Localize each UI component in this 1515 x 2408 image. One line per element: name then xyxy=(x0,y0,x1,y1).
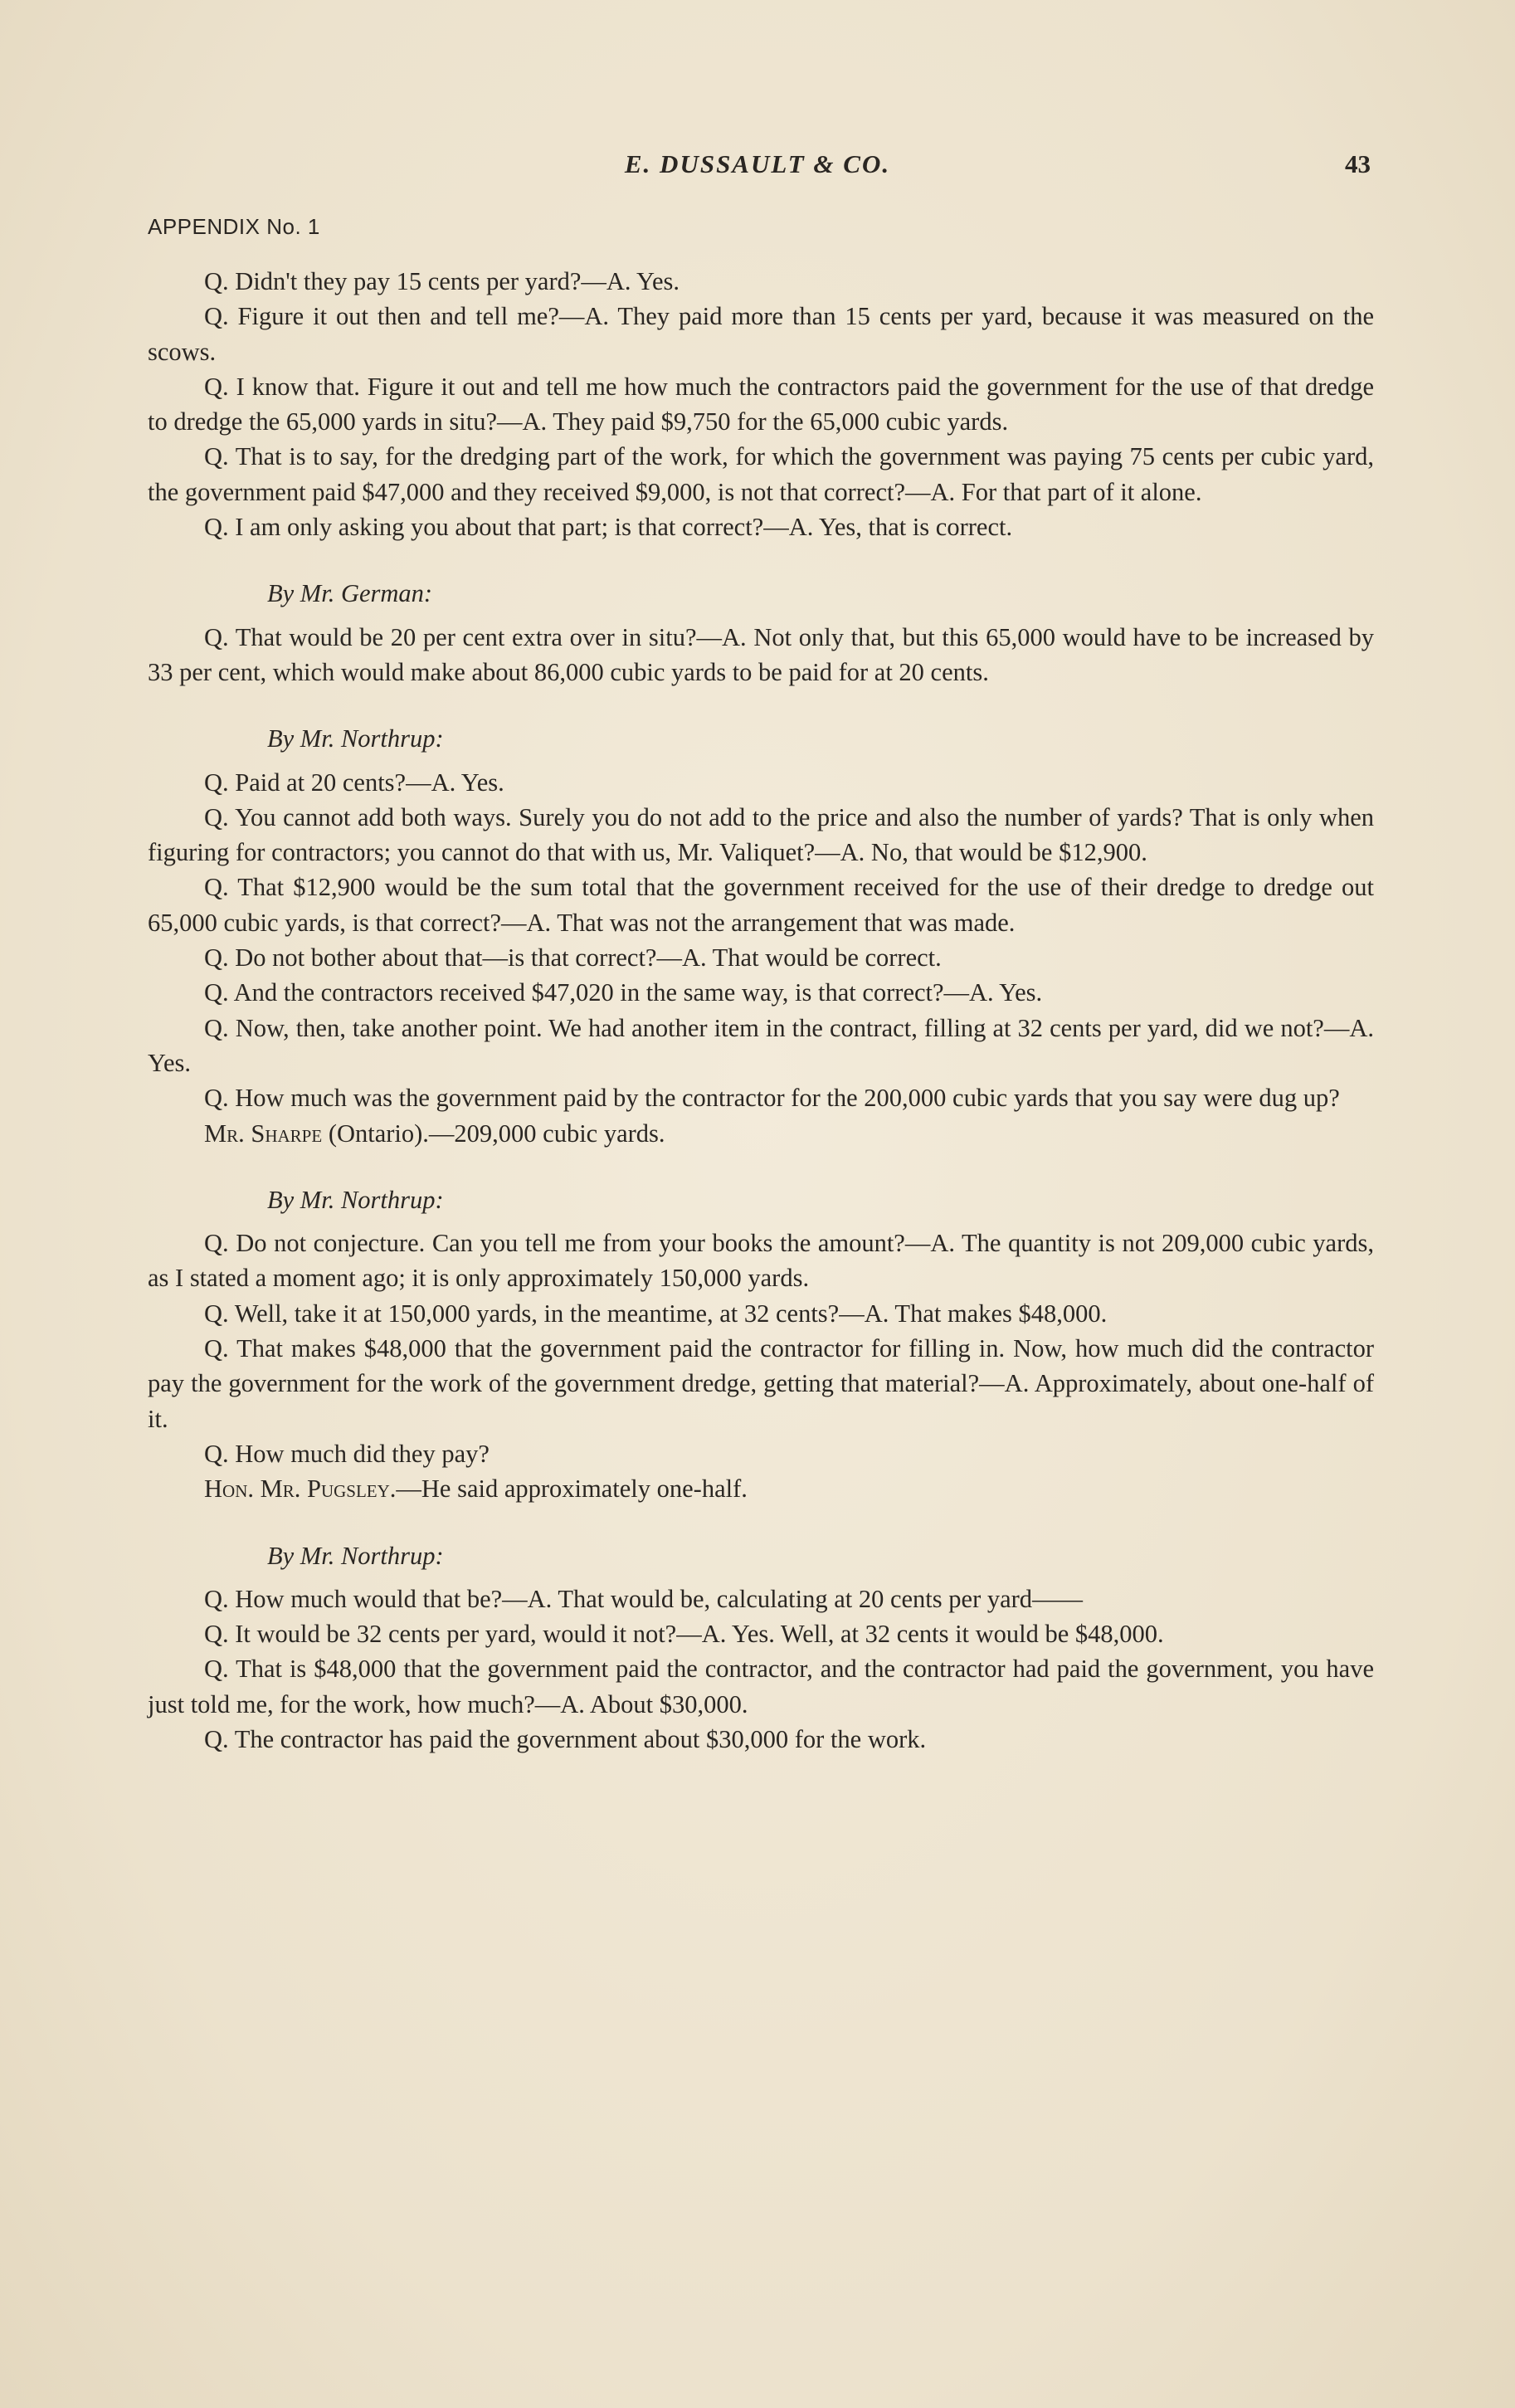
testimony-paragraph: Q. How much was the government paid by the contractor for the 200,000 cubic yards that you say were dug up? xyxy=(204,1084,1340,1113)
testimony-paragraph: Q. That makes $48,000 that the government paid the contractor for filling in. Now, how much did the contractor pay the government for the work of the government dredge, getting that material?—A. Approximately, about one-half of it. xyxy=(148,1334,1374,1433)
testimony-paragraph: Q. You cannot add both ways. Surely you do not add to the price and also the number of yards? That is only when figuring for contractors; you cannot do that with us, Mr. Valiquet?—A. No, that would be $12,900. xyxy=(148,802,1374,867)
testimony-paragraph: Q. Do not conjecture. Can you tell me from your books the amount?—A. The quantity is not 209,000 cubic yards, as I stated a moment ago; it is only approximately 150,000 yards. xyxy=(148,1229,1374,1293)
appendix-label: APPENDIX No. 1 xyxy=(148,214,320,239)
speaker-heading: By Mr. German: xyxy=(267,579,433,608)
interjection xyxy=(148,1471,1374,1506)
testimony-paragraph: Q. The contractor has paid the government about $30,000 for the work. xyxy=(204,1724,927,1753)
document-body xyxy=(148,264,1374,1757)
testimony-paragraph: Q. Paid at 20 cents?—A. Yes. xyxy=(204,768,504,797)
testimony-paragraph: Q. I know that. Figure it out and tell me how much the contractors paid the government for the use of that dredge to dredge the 65,000 yards in situ?—A. They paid $9,750 for the 65,000 cubic yards. xyxy=(148,372,1374,436)
testimony-paragraph: Q. Didn't they pay 15 cents per yard?—A. Yes. xyxy=(204,267,680,295)
interjection-text: .—He said approximately one-half. xyxy=(389,1475,748,1504)
page-number: 43 xyxy=(1345,149,1371,178)
testimony-paragraph: Q. It would be 32 cents per yard, would it not?—A. Yes. Well, at 32 cents it would be $48,000. xyxy=(204,1620,1164,1649)
testimony-paragraph: Q. Well, take it at 150,000 yards, in the meantime, at 32 cents?—A. That makes $48,000. xyxy=(204,1299,1108,1328)
testimony-paragraph: Q. And the contractors received $47,020 in the same way, is that correct?—A. Yes. xyxy=(204,978,1043,1007)
speaker-name: Mr. Sharpe xyxy=(204,1119,323,1148)
interjection-text: (Ontario).—209,000 cubic yards. xyxy=(322,1119,665,1148)
running-head xyxy=(0,149,1515,191)
speaker-name: Hon. Mr. Pugsley xyxy=(204,1475,390,1504)
interjection xyxy=(148,1116,1374,1151)
testimony-paragraph: Q. Do not bother about that—is that correct?—A. That would be correct. xyxy=(204,943,942,972)
speaker-heading: By Mr. Northrup: xyxy=(267,1185,444,1214)
running-title: E. DUSSAULT & CO. xyxy=(624,149,891,178)
testimony-paragraph: Q. I am only asking you about that part; is that correct?—A. Yes, that is correct. xyxy=(204,513,1013,542)
testimony-paragraph: Q. That is to say, for the dredging part of the work, for which the government was paying 75 cents per cubic yard, the government paid $47,000 and they received $9,000, is not that correct?—A. For that part of it alone. xyxy=(148,442,1374,506)
testimony-paragraph: Q. Figure it out then and tell me?—A. They paid more than 15 cents per yard, because it was measured on the scows. xyxy=(148,302,1374,366)
testimony-paragraph: Q. That is $48,000 that the government paid the contractor, and the contractor had paid the government, you have just told me, for the work, how much?—A. About $30,000. xyxy=(148,1655,1374,1718)
testimony-paragraph: Q. How much did they pay? xyxy=(204,1439,490,1468)
testimony-paragraph: Q. That $12,900 would be the sum total that the government received for the use of their dredge to dredge out 65,000 cubic yards, is that correct?—A. That was not the arrangement that was made. xyxy=(148,873,1374,937)
speaker-heading: By Mr. Northrup: xyxy=(267,724,444,753)
speaker-heading: By Mr. Northrup: xyxy=(267,1541,444,1570)
testimony-paragraph: Q. How much would that be?—A. That would be, calculating at 20 cents per yard—— xyxy=(204,1584,1084,1613)
testimony-paragraph: Q. That would be 20 per cent extra over in situ?—A. Not only that, but this 65,000 would have to be increased by 33 per cent, which would make about 86,000 cubic yards to be paid for at 20 cents. xyxy=(148,622,1374,686)
testimony-paragraph: Q. Now, then, take another point. We had another item in the contract, filling at 32 cents per yard, did we not?—A. Yes. xyxy=(148,1013,1374,1077)
